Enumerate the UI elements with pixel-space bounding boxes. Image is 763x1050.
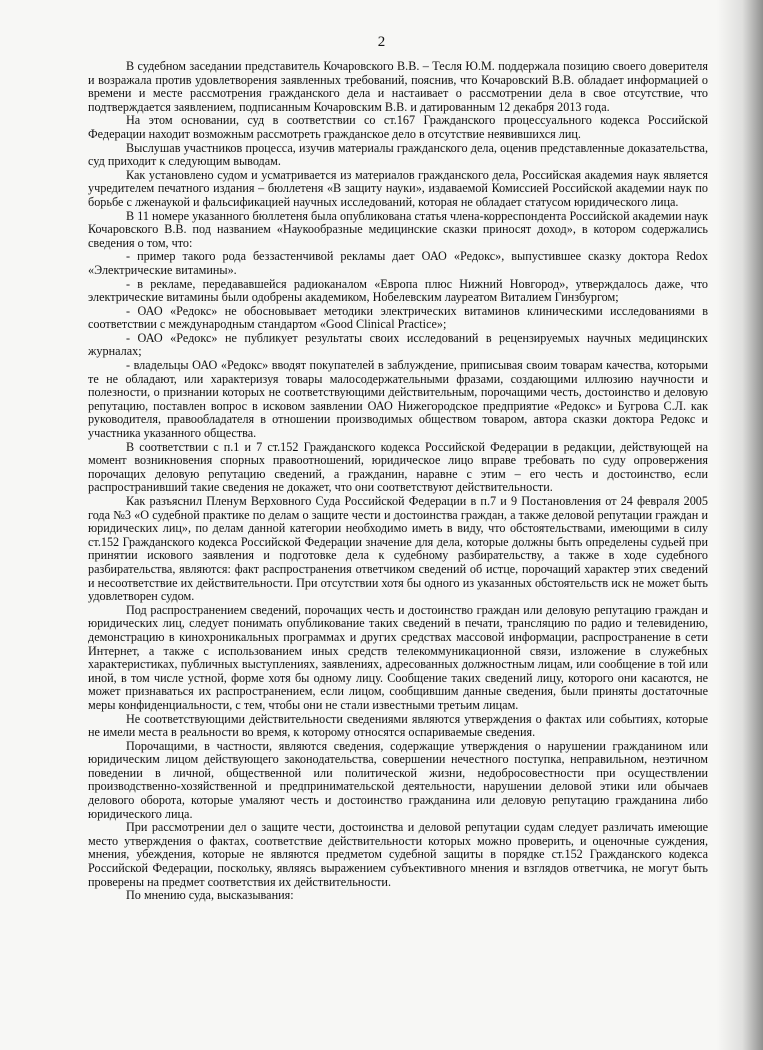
paragraph: В соответствии с п.1 и 7 ст.152 Гражданского кодекса Российской Федерации в редакции, действующей на момент возникновения спорных правоотношений, юридическое лицо вправе требовать по суду опровержения порочащих деловую репутацию сведений, а гражданин, наравне с этим – его честь и достоинство, если распространивший такие сведения не докажет, что они соответствуют действительности. [88,439,708,495]
paragraph: Не соответствующими действительности сведениями являются утверждения о фактах или событиях, которые не имели места в реальности во время, к которому относятся оспариваемые сведения. [88,711,708,740]
paragraph: Под распространением сведений, порочащих честь и достоинство граждан или деловую репутацию граждан и юридических лиц, следует понимать опубликование таких сведений в печати, трансляцию по радио и телевидению, демонстрацию в кинохроникальных программах и других средствах массовой информации, распространение в сети Интернет, а также с использованием иных средств телекоммуникационной связи, изложение в служебных характеристиках, публичных выступлениях, заявлениях, адресованных должностным лицам, или сообщение в той или иной, в том числе устной, форме хотя бы одному лицу. Сообщение таких сведений лицу, которого они касаются, не может признаваться их распространением, если лицом, сообщившим данные сведения, были приняты достаточные меры конфиденциальности, с тем, чтобы они не стали известными третьим лицам. [88,602,708,712]
list-item: - пример такого рода беззастенчивой рекламы дает ОАО «Редокс», выпустившее сказку доктора Redox «Электрические витамины». [88,249,708,277]
paragraph: Выслушав участников процесса, изучив материалы гражданского дела, оценив представленные доказательства, суд приходит к следующим выводам. [88,140,708,169]
paragraph: При рассмотрении дел о защите чести, достоинства и деловой репутации судам следует различать имеющие место утверждения о фактах, соответствие действительности которых можно проверить, и оценочные суждения, мнения, убеждения, которые не являются предметом судебной защиты в порядке ст.152 Гражданского кодекса Российской Федерации, поскольку, являясь выражением субъективного мнения и взглядов ответчика, не могут быть проверены на предмет соответствия их действительности. [88,820,708,889]
list-item: - владельцы ОАО «Редокс» вводят покупателей в заблуждение, приписывая своим товарам качества, которыми те не обладают, или характеризуя товары малосодержательными фразами, создающими иллюзию научности и полезности, о признании которых не соответствующими действительным, порочащими честь, достоинство и деловую репутацию, поставлен вопрос в исковом заявлении ОАО Нижегородское предприятие «Редокс» и Бугрова С.Л. как руководителя, правообладателя в отношении производимых обществом товаром, автора сказки доктора Редокс и участника указанного общества. [88,358,708,441]
list-item: - ОАО «Редокс» не публикует результаты своих исследований в рецензируемых научных медицинских журналах; [88,330,708,359]
paragraph: В судебном заседании представитель Кочаровского В.В. – Тесля Ю.М. поддержала позицию своего доверителя и возражала против удовлетворения заявленных требований, пояснив, что Кочаровский В.В. обладает информацией о времени и месте рассмотрения гражданского дела и настаивает о рассмотрении дела в свое отсутствие, что подтверждается заявлением, подписанным Кочаровским В.В. и датированным 12 декабря 2013 года. [88,59,708,114]
paragraph: В 11 номере указанного бюллетеня была опубликована статья члена-корреспондента Российской академии наук Кочаровского В.В. под названием «Наукообразные медицинские сказки приносят доход», в котором содержались сведения о том, что: [88,208,708,250]
paragraph: Как установлено судом и усматривается из материалов гражданского дела, Российская академия наук является учредителем печатного издания – бюллетеня «В защиту науки», издаваемой Комиссией Российской академии наук по борьбе с лженаукой и фальсификацией научных исследований, которая не обладает статусом юридического лица. [88,167,708,209]
paragraph: На этом основании, суд в соответствии со ст.167 Гражданского процессуального кодекса Российской Федерации находит возможным рассмотреть гражданское дело в отсутствие неявившихся лиц. [88,113,708,141]
document-body [88,60,708,903]
page-number: 2 [377,34,386,50]
paragraph: Как разъяснил Пленум Верховного Суда Российской Федерации в п.7 и 9 Постановления от 24 февраля 2005 года №3 «О судебной практике по делам о защите чести и достоинства граждан, а также деловой репутации граждан и юридических лиц», по делам данной категории необходимо иметь в виду, что обстоятельствами, имеющими в силу ст.152 Гражданского кодекса Российской Федерации значение для дела, которые должны быть определены судьей при принятии искового заявления и подготовке дела к судебному разбирательству, а также в ходе судебного разбирательства, являются: факт распространения ответчиком сведений об истце, порочащий характер этих сведений и несоответствие их действительности. При отсутствии хотя бы одного из указанных обстоятельств иск не может быть удовлетворен судом. [88,494,708,604]
paragraph: По мнению суда, высказывания: [126,888,294,903]
list-item: - ОАО «Редокс» не обосновывает методики электрических витаминов клиническими исследованиями в соответствии с международным стандартом «Good Clinical Practice»; [88,303,708,332]
list-item: - в рекламе, передававшейся радиоканалом «Европа плюс Нижний Новгород», утверждалось даже, что электрические витамины были одобрены академиком, Нобелевским лауреатом Виталием Гинзбургом; [88,276,708,305]
paragraph: Порочащими, в частности, являются сведения, содержащие утверждения о нарушении гражданином или юридическим лицом действующего законодательства, совершении нечестного поступка, неправильном, неэтичном поведении в личной, общественной или политической жизни, недобросовестности при осуществлении производственно-хозяйственной и предпринимательской деятельности, нарушении деловой этики или обычаев делового оборота, которые умаляют честь и достоинство гражданина или деловую репутацию гражданина либо юридического лица. [88,738,708,821]
scan-edge-shadow [717,0,763,1050]
